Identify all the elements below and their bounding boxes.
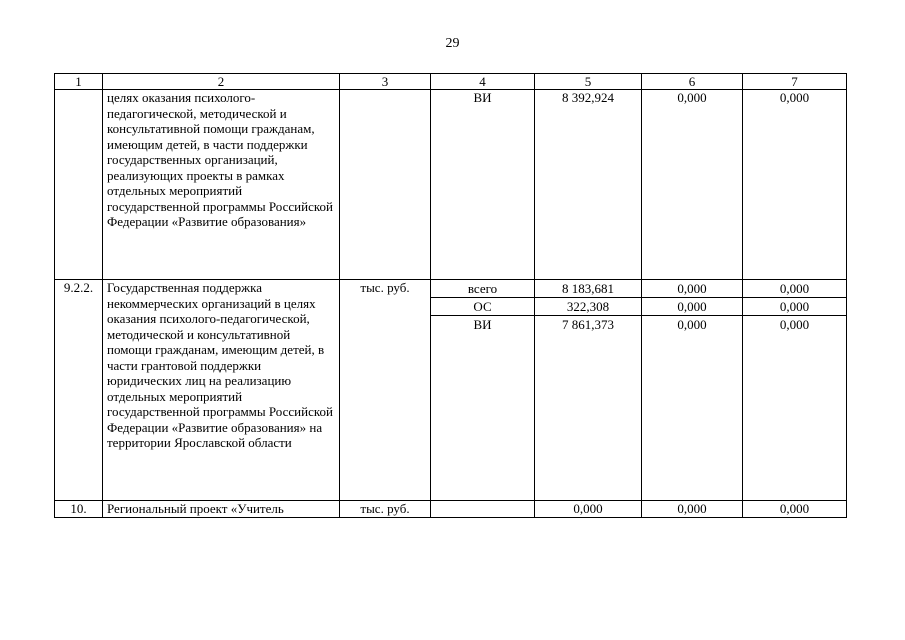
row-unit: тыс. руб. <box>340 501 431 518</box>
row-unit <box>340 90 431 280</box>
page-number: 29 <box>445 36 460 51</box>
row-value-col5: 8 392,924 <box>535 90 642 280</box>
row-name: Государственная поддержка некоммерческих организаций в целях оказания психолого-педагогической, методической и консультативной помощи гражданам, имеющим детей, в части грантовой поддержки юридических лиц на реализацию отдельных мероприятий государственной программы Российской Федерации «Развитие образования» на территории Ярославской области <box>103 280 340 501</box>
row-number <box>55 90 103 280</box>
header-col-2: 2 <box>103 74 340 90</box>
row-value-col6: 0,000 <box>642 316 743 501</box>
header-col-1: 1 <box>55 74 103 90</box>
row-source: всего <box>431 280 535 298</box>
row-value-col7: 0,000 <box>743 280 847 298</box>
row-source: ОС <box>431 298 535 316</box>
row-value-col7: 0,000 <box>743 501 847 518</box>
header-col-4: 4 <box>431 74 535 90</box>
row-name: Региональный проект «Учитель <box>103 501 340 518</box>
row-value-col7: 0,000 <box>743 90 847 280</box>
row-value-col6: 0,000 <box>642 280 743 298</box>
row-value-col6: 0,000 <box>642 90 743 280</box>
row-value-col5: 7 861,373 <box>535 316 642 501</box>
header-col-6: 6 <box>642 74 743 90</box>
row-number: 9.2.2. <box>55 280 103 501</box>
row-value-col5: 0,000 <box>535 501 642 518</box>
row-value-col6: 0,000 <box>642 298 743 316</box>
row-value-col5: 8 183,681 <box>535 280 642 298</box>
row-value-col7: 0,000 <box>743 316 847 501</box>
row-name: целях оказания психолого-педагогической, методической и консультативной помощи гражданам, имеющим детей, в части поддержки государственных организаций, реализующих проекты в рамках отдельных мероприятий государственной программы Российской Федерации «Развитие образования» <box>103 90 340 280</box>
row-value-col5: 322,308 <box>535 298 642 316</box>
table-row <box>55 90 847 280</box>
header-col-3: 3 <box>340 74 431 90</box>
row-source: ВИ <box>431 316 535 501</box>
table-row <box>55 501 847 518</box>
budget-table <box>54 73 847 518</box>
header-col-7: 7 <box>743 74 847 90</box>
header-col-5: 5 <box>535 74 642 90</box>
row-number: 10. <box>55 501 103 518</box>
row-value-col7: 0,000 <box>743 298 847 316</box>
row-unit: тыс. руб. <box>340 280 431 501</box>
row-source: ВИ <box>431 90 535 280</box>
table-header-row <box>55 74 847 90</box>
table-row <box>55 280 847 298</box>
row-value-col6: 0,000 <box>642 501 743 518</box>
row-source <box>431 501 535 518</box>
